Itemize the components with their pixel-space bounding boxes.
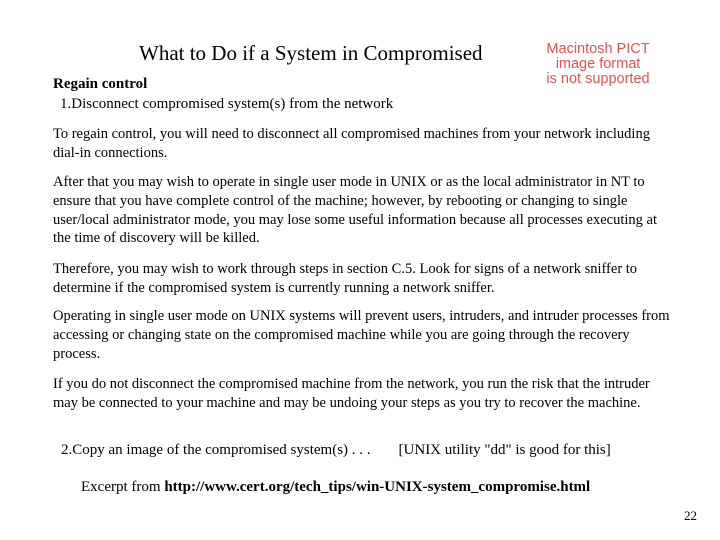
paragraph-3: Therefore, you may wish to work through steps in section C.5. Look for signs of a network sniffer to determine if the compromised system is currently running a network sniffer.	[53, 261, 638, 296]
paragraph-2: After that you may wish to operate in single user mode in UNIX or as the local administrator in NT to ensure that you have complete control of the machine; however, by rebooting or changing to single user/local administrator mode, you may lose some useful information because all processes executing at the time of discovery will be killed.	[53, 174, 657, 247]
step-2-note: [UNIX utility "dd" is good for this]	[398, 442, 611, 458]
paragraph-5: If you do not disconnect the compromised machine from the network, you run the risk that the intruder may be connected to your machine and may be undoing your steps as you try to recover the machine.	[53, 376, 650, 411]
excerpt-source	[81, 479, 590, 496]
slide-title: What to Do if a System in Compromised	[139, 41, 483, 65]
unsupported-image-placeholder	[528, 42, 668, 87]
excerpt-prefix: Excerpt from	[81, 479, 165, 495]
placeholder-line-1: Macintosh PICT	[546, 41, 650, 57]
section-heading: Regain control	[53, 76, 148, 92]
step-2	[61, 442, 611, 459]
placeholder-line-2: image format	[555, 56, 641, 72]
step-2-text: 2.Copy an image of the compromised system(s) . . .	[61, 442, 371, 458]
paragraph-4: Operating in single user mode on UNIX systems will prevent users, intruders, and intruder processes from accessing or changing state on the compromised machine while you are going through the recovery process.	[53, 308, 670, 362]
placeholder-line-3: is not supported	[546, 71, 650, 87]
excerpt-url: http://www.cert.org/tech_tips/win-UNIX-system_compromise.html	[164, 479, 591, 495]
step-1: 1.Disconnect compromised system(s) from the network	[60, 96, 394, 112]
page-number: 22	[684, 508, 697, 523]
paragraph-1: To regain control, you will need to disconnect all compromised machines from your network including dial-in connections.	[53, 126, 650, 161]
